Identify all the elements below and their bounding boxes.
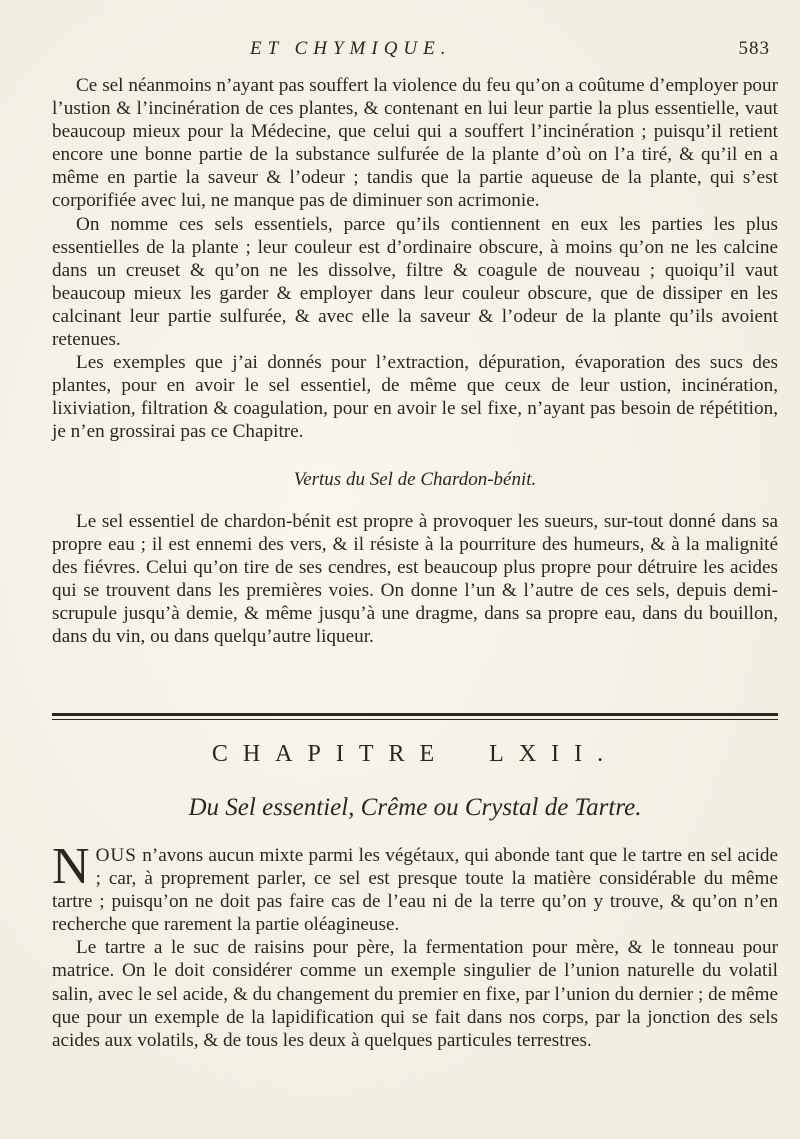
chapter-divider-rule <box>52 713 778 720</box>
paragraph <box>52 838 778 936</box>
page-number: 583 <box>738 38 770 59</box>
chapter-subtitle: Du Sel essentiel, Crême ou Crystal de Tartre. <box>188 794 642 821</box>
running-head-title: ET CHYMIQUE. <box>250 38 452 59</box>
running-head <box>60 38 780 64</box>
paragraph: Le tartre a le suc de raisins pour père, la fermentation pour mère, & le tonneau pour matrice. On le doit considérer comme un exemple singulier de l’union naturelle du volatil salin, avec le sel acide, & du changement du premier en fixe, par l’union du dernier ; de même que pour un exemple de la lapidification qui se fait dans nos corps, par la jonction des sels acides aux volatils, & de tous les deux à quelques particules terrestres. <box>52 937 778 1051</box>
paragraph: On nomme ces sels essentiels, parce qu’ils contiennent en eux les parties les plus essentielles de la plante ; leur couleur est d’ordinaire obscure, à moins qu’on ne les calcine dans un creuset & qu’on ne les dissolve, filtre & coagule de nouveau ; quoiqu’il vaut beaucoup mieux les garder & employer dans leur couleur obscure, que de dissiper en les calcinant leur partie sulfurée, & avec elle la saveur & l’odeur de la plante qu’ils avoient retenues. <box>52 213 778 351</box>
opening-paragraphs <box>52 74 778 444</box>
paragraph: Les exemples que j’ai donnés pour l’extraction, dépuration, évaporation des sucs des plantes, pour en avoir le sel essentiel, de même que ceux de leur ustion, incinération, lixiviation, filtration & coagulation, pour en avoir le sel fixe, n’ayant pas besoin de répétition, je n’en grossirai pas ce Chapitre. <box>52 352 778 443</box>
chapter-heading <box>52 741 778 768</box>
vertus-section <box>52 510 778 649</box>
paragraph: Le sel essentiel de chardon-bénit est propre à provoquer les sueurs, sur-tout donné dans sa propre eau ; il est ennemi des vers, & il résiste à la pourriture des humeurs, & à la malignité des fiévres. Celui qu’on tire de ses cendres, est beaucoup plus propre pour détruire les acides qui se trouvent dans les premières voies. On donne l’un & l’autre de ces sels, depuis demi-scrupule jusqu’à demie, & même jusqu’à une dragme, dans sa propre eau, dans du bouillon, dans du vin, ou dans quelqu’autre liqueur. <box>52 511 778 648</box>
paragraph: Ce sel néanmoins n’ayant pas souffert la violence du feu qu’on a coûtume d’employer pour l’ustion & l’incinération de ces plantes, & contenant en lui leur partie la plus essentielle, vaut beaucoup mieux pour la Médecine, que celui qui a souffert l’incinération ; puisqu’il retient encore une bonne partie de la substance sulfurée de la plante d’où on l’a tiré, & qu’il en a même en partie la saveur & l’odeur ; tandis que la partie aqueuse de la plante, qui s’est corporifiée avec lui, ne manque pas de diminuer son acrimonie. <box>52 75 778 212</box>
section-title: Vertus du Sel de Chardon-bénit. <box>293 469 537 490</box>
paragraph-text: n’avons aucun mixte parmi les végétaux, qui abonde tant que le tartre en sel acide ; car, à proprement parler, ce sel est presque toute la matière considérable du même tartre ; puisqu’on ne doit pas faire cas de l’eau ni de la terre qu’on y trouve, & qu’on n’en recherche que rarement la partie oléagineuse. <box>52 845 778 936</box>
chapter-number: LXII. <box>489 741 619 767</box>
chapter-label: CHAPITRE <box>211 741 450 767</box>
first-word-small-caps: OUS <box>95 845 137 866</box>
drop-cap: N <box>52 838 90 895</box>
chapter-body <box>52 838 778 1052</box>
